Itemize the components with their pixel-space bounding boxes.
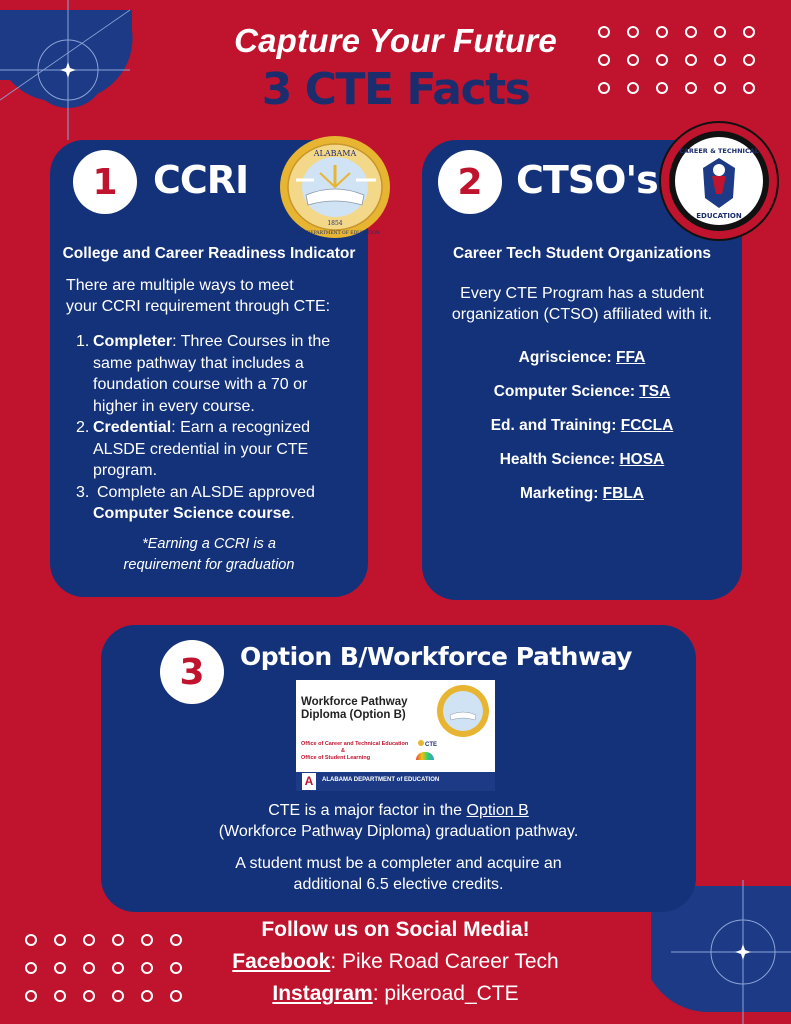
ctso-org-item [422, 485, 742, 519]
option-b-link[interactable]: Option B [466, 802, 529, 819]
doc-seal-icon [436, 684, 490, 743]
list-item-text: foundation course with a 70 or [93, 376, 308, 393]
ctso-org-item [422, 451, 742, 485]
card-option-b-title: Option B/Workforce Pathway [240, 642, 632, 671]
alabama-seal-icon [276, 135, 394, 244]
workforce-pathway-document-image [296, 680, 495, 791]
list-item-number: 2. [76, 419, 90, 436]
page-subtitle: 3 CTE Facts [261, 64, 530, 115]
card-ccri-number: 1 [73, 150, 137, 214]
social-instagram [0, 982, 791, 1006]
card-option-b-p2 [101, 853, 696, 895]
page-title: Capture Your Future [234, 22, 557, 59]
facebook-link[interactable]: Facebook [232, 950, 331, 973]
card-ccri-subheading: College and Career Readiness Indicator [62, 245, 356, 262]
card-ctso-intro [422, 283, 742, 325]
list-item-text: same pathway that includes a [93, 354, 304, 372]
list-item-bold: Completer [93, 333, 173, 350]
card-ccri-intro-line2: your CCRI requirement through CTE: [66, 298, 331, 315]
instagram-link[interactable]: Instagram [272, 982, 373, 1005]
option-b-p2-line2: additional 6.5 elective credits. [293, 876, 504, 893]
instagram-value: : pikeroad_CTE [372, 982, 519, 1005]
card-ctso-title: CTSO's [516, 158, 658, 202]
option-b-text: CTE is a major factor in the [268, 802, 467, 819]
option-b-p2-line1: A student must be a completer and acquire an [235, 855, 562, 872]
doc-footer-text: ALABAMA DEPARTMENT of EDUCATION [322, 777, 440, 783]
seal-text-bottom: STATE DEPARTMENT OF EDUCATION [290, 231, 380, 236]
ctso-area: Ed. and Training: [490, 417, 621, 434]
doc-office-amp: & [341, 748, 345, 754]
doc-cte-label: CTE [425, 742, 437, 748]
card-ctso-intro-line1: Every CTE Program has a student [460, 285, 704, 302]
card-ccri-title: CCRI [153, 158, 249, 202]
card-ccri-intro-line1: There are multiple ways to meet [66, 277, 294, 294]
ctso-link-ffa[interactable]: FFA [616, 349, 646, 366]
card-ctso-subheading: Career Tech Student Organizations [452, 245, 712, 262]
ctso-area: Agriscience: [518, 349, 617, 366]
list-item-text: higher in every course. [93, 397, 255, 415]
facebook-value: : Pike Road Career Tech [330, 950, 559, 973]
ctso-link-hosa[interactable]: HOSA [619, 451, 665, 468]
list-item-text: . [290, 505, 295, 522]
card-ccri-note-line1: *Earning a CCRI is a [142, 536, 276, 552]
list-item [76, 482, 361, 525]
ctso-org-list [422, 349, 742, 519]
ctso-area: Marketing: [519, 485, 603, 502]
list-item-number: 3. [76, 483, 90, 501]
card-ctso-number: 2 [438, 150, 502, 214]
doc-title-line1: Workforce Pathway [301, 696, 408, 708]
list-item-text: : Three Courses in the [172, 333, 331, 350]
list-item-text: Complete an ALSDE approved [97, 483, 315, 501]
ctso-org-item [422, 383, 742, 417]
list-item-text: : Earn a recognized [171, 419, 310, 436]
ctso-org-item [422, 417, 742, 451]
doc-office-line1: Office of Career and Technical Education [301, 741, 409, 747]
doc-student-learning-icon [416, 752, 434, 760]
cte-badge-icon [656, 120, 782, 247]
ctso-area: Computer Science: [493, 383, 640, 400]
doc-footer-logo: A [302, 773, 316, 790]
ctso-link-tsa[interactable]: TSA [639, 383, 671, 400]
social-facebook [0, 950, 791, 974]
card-ccri-note [50, 534, 368, 576]
card-option-b-number: 3 [160, 640, 224, 704]
card-ctso-intro-line2: organization (CTSO) affiliated with it. [451, 306, 713, 323]
list-item [76, 417, 361, 482]
ctso-link-fccla[interactable]: FCCLA [620, 417, 674, 434]
card-option-b-p1 [101, 800, 696, 842]
list-item [76, 331, 361, 417]
seal-text-top: ALABAMA [313, 149, 357, 158]
social-heading: Follow us on Social Media! [261, 918, 530, 941]
card-ccri-list [76, 331, 361, 525]
badge-text-bottom: EDUCATION [696, 212, 742, 220]
card-ccri-intro [66, 275, 361, 317]
badge-text-top: CAREER & TECHNICAL [679, 147, 759, 155]
list-item-bold: Credential [93, 419, 172, 436]
ctso-link-fbla[interactable]: FBLA [602, 485, 644, 502]
card-ccri-note-line2: requirement for graduation [123, 557, 295, 573]
option-b-text-line2: (Workforce Pathway Diploma) graduation pathway. [218, 823, 579, 840]
doc-footer-bar [296, 772, 495, 791]
seal-year: 1854 [327, 220, 343, 227]
ctso-org-item [422, 349, 742, 383]
doc-cte-logo [418, 740, 437, 748]
doc-title-line2: Diploma (Option B) [301, 709, 406, 721]
list-item-number: 1. [76, 333, 90, 350]
list-item-text: program. [93, 462, 158, 479]
ctso-area: Health Science: [499, 451, 620, 468]
doc-office-line2: Office of Student Learning [301, 755, 371, 761]
list-item-text: ALSDE credential in your CTE [93, 440, 309, 458]
list-item-bold: Computer Science course [93, 505, 291, 522]
